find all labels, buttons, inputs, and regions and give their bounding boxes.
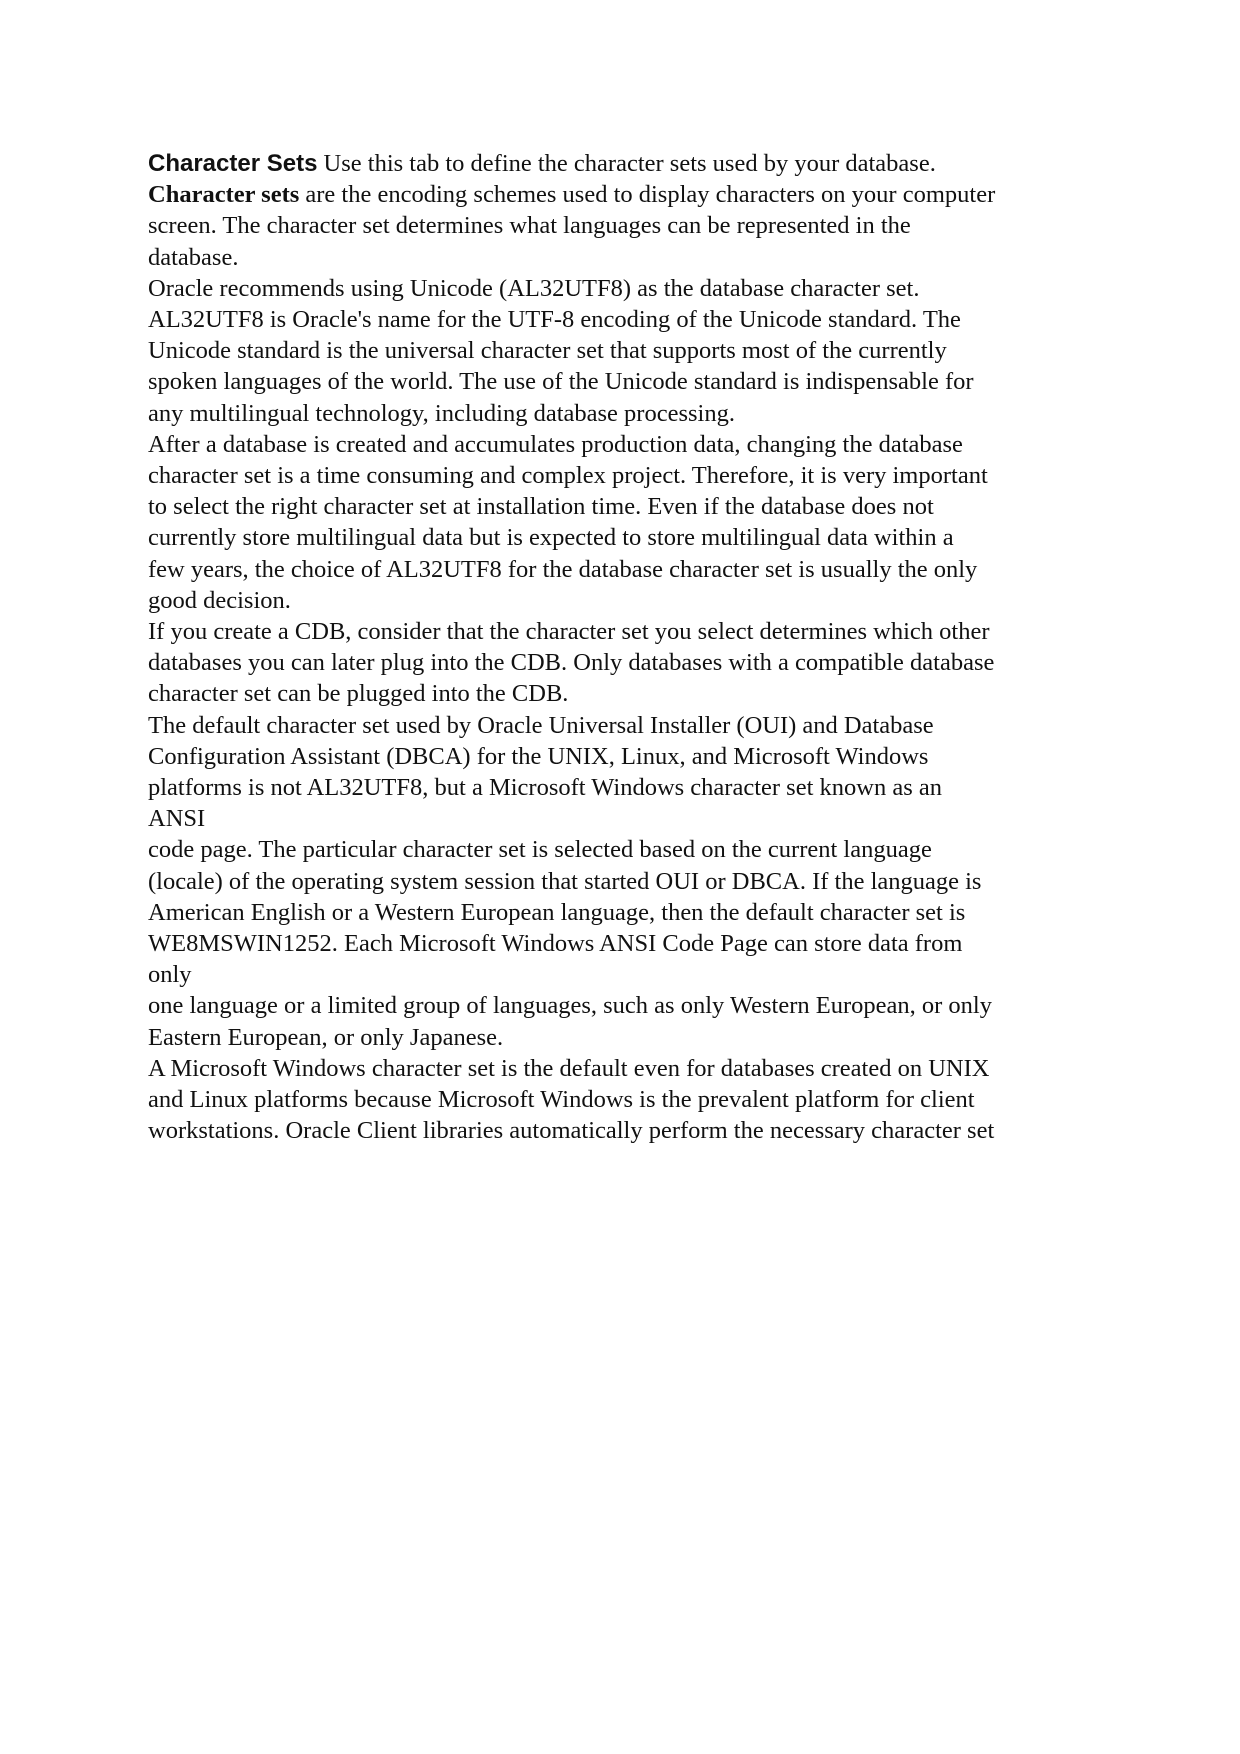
body-text bbox=[148, 148, 1108, 1147]
text-line: and Linux platforms because Microsoft Windows is the prevalent platform for client bbox=[148, 1086, 975, 1114]
text-line: currently store multilingual data but is expected to store multilingual data within a bbox=[148, 524, 954, 552]
text-line: (locale) of the operating system session that started OUI or DBCA. If the language is bbox=[148, 867, 982, 895]
section-heading: Character Sets bbox=[148, 150, 318, 177]
text-line: any multilingual technology, including database processing. bbox=[148, 399, 735, 427]
text-line: databases you can later plug into the CDB. Only databases with a compatible database bbox=[148, 649, 995, 677]
definition-text: are the encoding schemes used to display characters on your computer bbox=[299, 181, 996, 209]
bold-term: Character sets bbox=[148, 181, 300, 209]
text-line: Eastern European, or only Japanese. bbox=[148, 1023, 504, 1051]
text-line: American English or a Western European language, then the default character set is bbox=[148, 898, 966, 926]
text-line: database. bbox=[148, 243, 239, 271]
text-line: workstations. Oracle Client libraries automatically perform the necessary character set bbox=[148, 1117, 995, 1145]
text-line: WE8MSWIN1252. Each Microsoft Windows ANSI Code Page can store data from bbox=[148, 930, 963, 958]
text-line: If you create a CDB, consider that the character set you select determines which other bbox=[148, 618, 990, 646]
text-line: AL32UTF8 is Oracle's name for the UTF-8 encoding of the Unicode standard. The bbox=[148, 306, 961, 334]
text-line: screen. The character set determines what languages can be represented in the bbox=[148, 212, 911, 240]
text-line: spoken languages of the world. The use of the Unicode standard is indispensable for bbox=[148, 368, 974, 396]
text-line: good decision. bbox=[148, 586, 291, 614]
text-line: character set can be plugged into the CDB. bbox=[148, 680, 569, 708]
text-line: The default character set used by Oracle Universal Installer (OUI) and Database bbox=[148, 711, 934, 739]
text-line: character set is a time consuming and complex project. Therefore, it is very important bbox=[148, 462, 988, 490]
text-line: platforms is not AL32UTF8, but a Microsoft Windows character set known as an bbox=[148, 774, 942, 802]
text-line: After a database is created and accumulates production data, changing the database bbox=[148, 430, 963, 458]
text-line: to select the right character set at installation time. Even if the database does not bbox=[148, 493, 934, 521]
text-line: code page. The particular character set is selected based on the current language bbox=[148, 836, 932, 864]
text-line: A Microsoft Windows character set is the default even for databases created on UNIX bbox=[148, 1054, 990, 1082]
text-line: Configuration Assistant (DBCA) for the UNIX, Linux, and Microsoft Windows bbox=[148, 742, 929, 770]
text-line: Unicode standard is the universal character set that supports most of the currently bbox=[148, 337, 947, 365]
text-line: one language or a limited group of languages, such as only Western European, or only bbox=[148, 992, 992, 1020]
text-line: only bbox=[148, 961, 192, 989]
text-line bbox=[148, 148, 1108, 179]
text-line: few years, the choice of AL32UTF8 for the database character set is usually the only bbox=[148, 555, 978, 583]
text-line bbox=[148, 179, 1108, 210]
text-line: Oracle recommends using Unicode (AL32UTF8) as the database character set. bbox=[148, 274, 920, 302]
intro-text: Use this tab to define the character sets used by your database. bbox=[317, 150, 936, 177]
text-line: ANSI bbox=[148, 805, 206, 833]
